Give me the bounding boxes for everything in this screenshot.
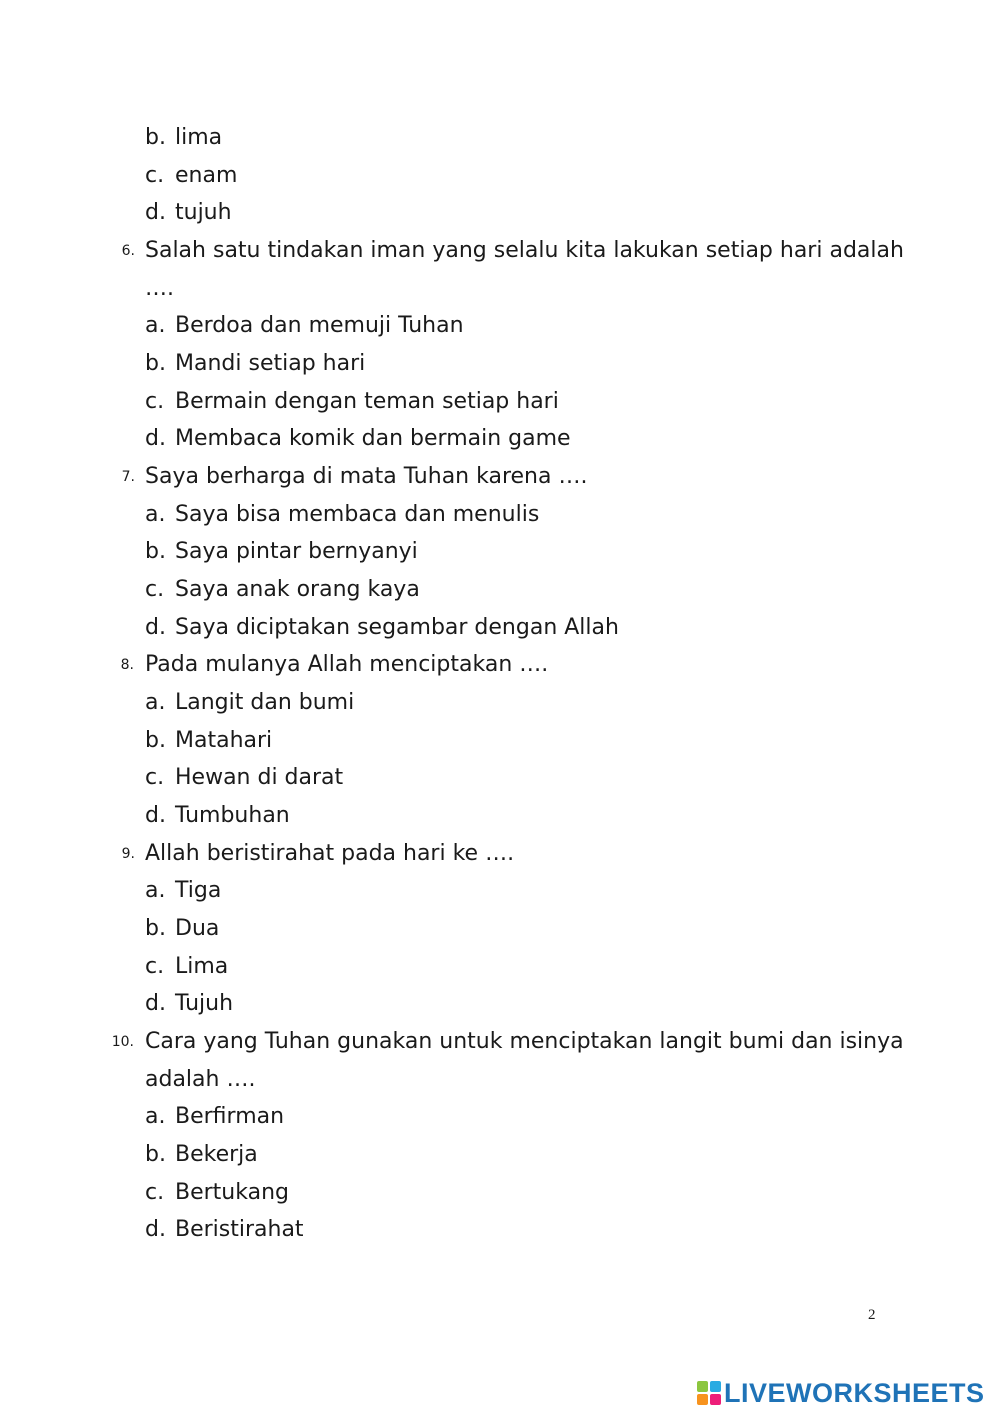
logo-text: LIVEWORKSHEETS <box>724 1377 985 1408</box>
option-text: Mandi setiap hari <box>175 351 366 376</box>
option-text: Lima <box>175 954 229 979</box>
question-text-cont: adalah …. <box>145 1067 256 1092</box>
logo-square <box>710 1381 721 1392</box>
logo-square <box>697 1381 708 1392</box>
option-text: enam <box>175 163 238 188</box>
option-text: Saya diciptakan segambar dengan Allah <box>175 615 619 640</box>
option-letter: b. <box>145 539 166 564</box>
option-letter: c. <box>145 577 165 602</box>
page-number: 2 <box>868 1307 876 1323</box>
option-text: Bekerja <box>175 1142 258 1167</box>
question-text: Cara yang Tuhan gunakan untuk menciptakan langit bumi dan isinya <box>145 1029 904 1054</box>
option-text: Bertukang <box>175 1180 289 1205</box>
option-text: Berfirman <box>175 1104 285 1129</box>
question-text: Allah beristirahat pada hari ke …. <box>145 841 515 866</box>
option-letter: b. <box>145 125 166 150</box>
option-letter: a. <box>145 313 166 338</box>
option-text: Tujuh <box>175 991 234 1016</box>
question-text: Pada mulanya Allah menciptakan …. <box>145 652 549 677</box>
logo-square <box>697 1394 708 1405</box>
question-text-cont: …. <box>145 276 174 301</box>
option-letter: b. <box>145 728 166 753</box>
option-letter: a. <box>145 690 166 715</box>
option-letter: d. <box>145 200 166 225</box>
option-text: Dua <box>175 916 220 941</box>
option-letter: d. <box>145 615 166 640</box>
question-text: Salah satu tindakan iman yang selalu kita lakukan setiap hari adalah <box>145 238 904 263</box>
option-text: Saya bisa membaca dan menulis <box>175 502 540 527</box>
option-letter: d. <box>145 803 166 828</box>
question-number: 10. <box>111 1034 134 1050</box>
option-letter: b. <box>145 351 166 376</box>
liveworksheets-icon <box>697 1381 721 1405</box>
option-text: Tumbuhan <box>175 803 290 828</box>
option-text: Bermain dengan teman setiap hari <box>175 389 559 414</box>
liveworksheets-logo[interactable] <box>697 1378 985 1408</box>
option-letter: c. <box>145 389 165 414</box>
question-text: Saya berharga di mata Tuhan karena …. <box>145 464 588 489</box>
option-text: Berdoa dan memuji Tuhan <box>175 313 464 338</box>
option-letter: c. <box>145 163 165 188</box>
option-letter: a. <box>145 1104 166 1129</box>
option-text: Hewan di darat <box>175 765 344 790</box>
question-number: 8. <box>120 657 134 673</box>
option-letter: c. <box>145 1180 165 1205</box>
option-letter: b. <box>145 1142 166 1167</box>
option-text: Matahari <box>175 728 273 753</box>
question-number: 9. <box>121 846 135 862</box>
option-text: Langit dan bumi <box>175 690 355 715</box>
option-text: Saya anak orang kaya <box>175 577 420 602</box>
option-text: Beristirahat <box>175 1217 304 1242</box>
option-text: lima <box>175 125 223 150</box>
option-text: Saya pintar bernyanyi <box>175 539 418 564</box>
option-letter: c. <box>145 765 165 790</box>
option-letter: d. <box>145 426 166 451</box>
option-text: Membaca komik dan bermain game <box>175 426 571 451</box>
option-letter: a. <box>145 502 166 527</box>
question-number: 7. <box>121 469 135 485</box>
option-letter: a. <box>145 878 166 903</box>
option-letter: d. <box>145 1217 166 1242</box>
option-letter: d. <box>145 991 166 1016</box>
option-text: tujuh <box>175 200 232 225</box>
option-letter: c. <box>145 954 165 979</box>
option-letter: b. <box>145 916 166 941</box>
question-number: 6. <box>121 243 135 259</box>
option-text: Tiga <box>175 878 222 903</box>
logo-square <box>710 1394 721 1405</box>
